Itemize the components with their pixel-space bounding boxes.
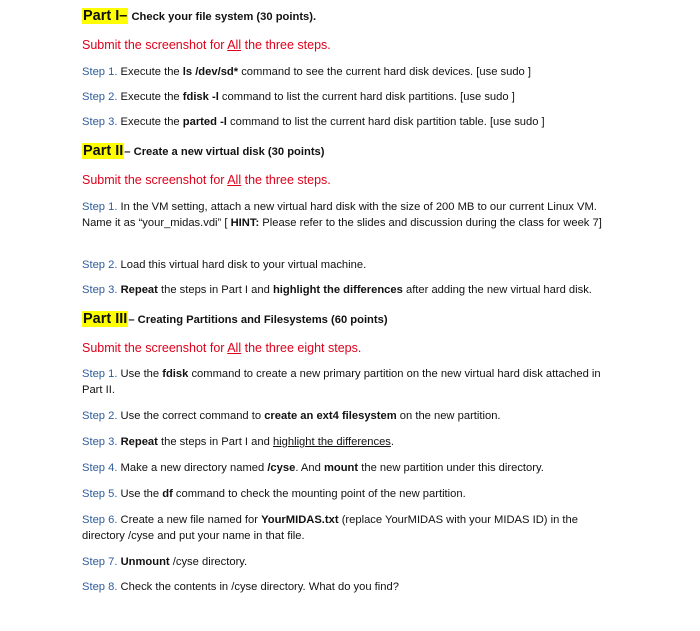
- submit-post: the three steps.: [241, 173, 331, 187]
- step-text: Create a new file named for: [117, 514, 262, 526]
- part3-step-4: [82, 460, 622, 476]
- step-text: on the new partition.: [396, 410, 501, 422]
- step-text: Check the contents in /cyse directory. What do you find?: [117, 581, 399, 593]
- step-command: parted -l: [182, 116, 227, 128]
- part3-step-3: [82, 434, 622, 450]
- part3-step-5: [82, 486, 622, 502]
- step-text: after adding the new virtual hard disk.: [402, 284, 592, 296]
- part3-heading: [82, 309, 388, 329]
- part1-title: Part I–: [83, 8, 128, 24]
- step-command: mount: [323, 462, 359, 474]
- step-emphasis: highlight the differences: [272, 284, 403, 296]
- step-label: Step 8.: [82, 581, 118, 593]
- submit-all: All: [227, 38, 242, 52]
- step-text: Use the: [117, 488, 163, 500]
- step-underlined: highlight the differences: [272, 436, 391, 448]
- step-text: the steps in Part I and: [157, 284, 273, 296]
- submit-pre: Submit the screenshot for: [82, 173, 228, 187]
- part3-title: Part III: [83, 311, 128, 327]
- step-text: Please refer to the slides and discussion during the class for week 7]: [259, 217, 602, 229]
- step-path: /cyse: [267, 462, 296, 474]
- part2-submit-note: [82, 172, 331, 188]
- step-label: Step 1.: [82, 66, 118, 78]
- part3-step-2: [82, 408, 622, 424]
- submit-post: the three eight steps.: [241, 341, 362, 355]
- step-text: . And: [295, 462, 324, 474]
- submit-all: All: [227, 341, 242, 355]
- step-label: Step 3.: [82, 436, 118, 448]
- part3-step-8: [82, 579, 622, 595]
- part3-subtitle: – Creating Partitions and Filesystems (60 points): [128, 314, 388, 326]
- part1-step-2: [82, 89, 622, 105]
- part2-step-3: [82, 282, 622, 298]
- submit-pre: Submit the screenshot for: [82, 38, 228, 52]
- step-text: In the VM setting, attach a new virtual hard disk with the size of 200 MB to our current Linux VM. Name it as “your_midas.vdi” [: [82, 201, 597, 229]
- step-text: Execute the: [117, 91, 183, 103]
- step-text: the new partition under this directory.: [358, 462, 544, 474]
- step-text: Execute the: [117, 116, 183, 128]
- step-filename: YourMIDAS.txt: [261, 514, 339, 526]
- step-text: /cyse directory.: [169, 556, 248, 568]
- step-text: Execute the: [117, 66, 183, 78]
- step-emphasis: create an ext4 filesystem: [264, 410, 397, 422]
- step-text: command to check the mounting point of the new partition.: [172, 488, 466, 500]
- part1-heading: [82, 6, 316, 26]
- step-command: df: [162, 488, 173, 500]
- part1-step-3: [82, 114, 622, 130]
- part3-submit-note: [82, 340, 361, 356]
- step-label: Step 2.: [82, 410, 118, 422]
- step-label: Step 1.: [82, 368, 118, 380]
- step-text: command to see the current hard disk devices. [use sudo ]: [238, 66, 532, 78]
- part1-step-1: [82, 64, 622, 80]
- submit-post: the three steps.: [241, 38, 331, 52]
- step-text: Load this virtual hard disk to your virtual machine.: [117, 259, 367, 271]
- step-command: ls /dev/sd*: [182, 66, 239, 78]
- step-emphasis: Repeat: [120, 436, 158, 448]
- step-emphasis: Repeat: [120, 284, 158, 296]
- step-text: the steps in Part I and: [157, 436, 273, 448]
- part2-heading: [82, 141, 325, 161]
- part1-subtitle: Check your file system (30 points).: [128, 11, 317, 23]
- step-label: Step 6.: [82, 514, 118, 526]
- step-text: command to create a new primary partition on the new virtual hard disk attached in Part II.: [82, 368, 601, 396]
- part2-step-1: [82, 199, 612, 231]
- step-text: command to list the current hard disk partition table. [use sudo ]: [226, 116, 545, 128]
- submit-all: All: [227, 173, 242, 187]
- step-label: Step 2.: [82, 91, 118, 103]
- step-label: Step 3.: [82, 284, 118, 296]
- step-text: command to list the current hard disk partitions. [use sudo ]: [218, 91, 515, 103]
- step-text: Use the: [117, 368, 163, 380]
- step-label: Step 2.: [82, 259, 118, 271]
- part3-step-7: [82, 554, 622, 570]
- step-text: Make a new directory named: [117, 462, 268, 474]
- part2-title: Part II: [83, 143, 124, 159]
- step-command: fdisk: [162, 368, 189, 380]
- step-label: Step 3.: [82, 116, 118, 128]
- part3-step-1: [82, 366, 617, 398]
- step-text: .: [390, 436, 395, 448]
- step-label: Step 1.: [82, 201, 118, 213]
- submit-pre: Submit the screenshot for: [82, 341, 228, 355]
- part2-subtitle: – Create a new virtual disk (30 points): [124, 146, 325, 158]
- step-text: Use the correct command to: [117, 410, 265, 422]
- step-label: Step 5.: [82, 488, 118, 500]
- part3-step-6: [82, 512, 607, 544]
- step-command: fdisk -l: [182, 91, 219, 103]
- step-command: Unmount: [120, 556, 170, 568]
- step-hint: HINT:: [230, 217, 260, 229]
- step-label: Step 7.: [82, 556, 118, 568]
- part2-step-2: [82, 257, 622, 273]
- part1-submit-note: [82, 37, 331, 53]
- step-label: Step 4.: [82, 462, 118, 474]
- step-text: (replace YourMIDAS with your MIDAS ID) in the directory /cyse and put your name in that file.: [82, 514, 578, 542]
